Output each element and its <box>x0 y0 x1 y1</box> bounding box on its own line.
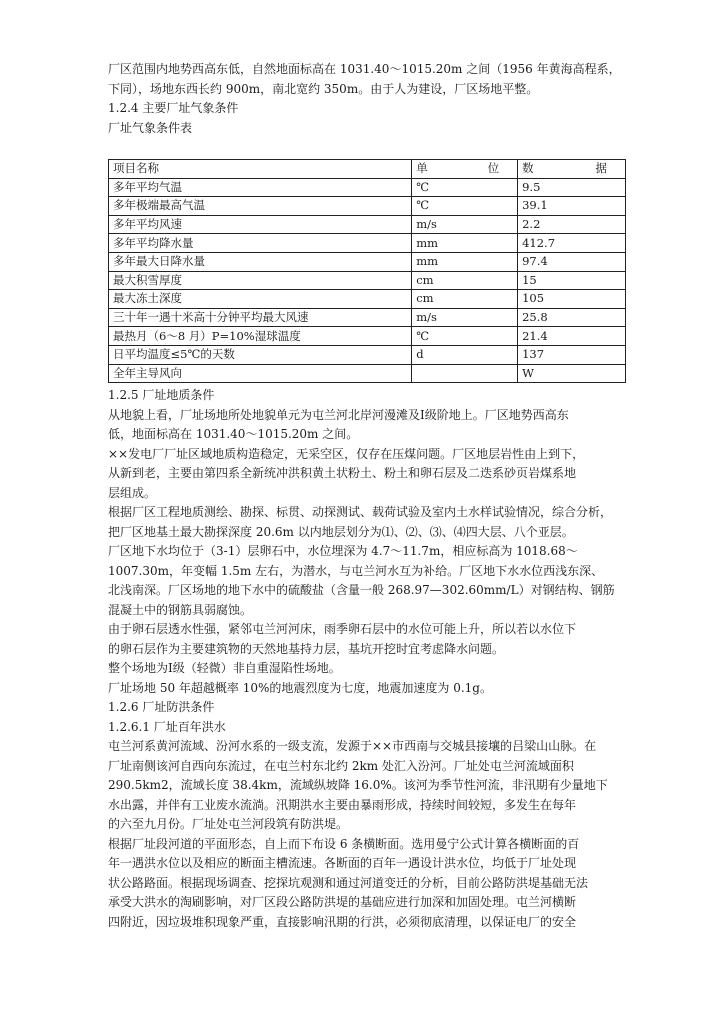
table-row <box>109 364 626 383</box>
subsection-heading-1-2-6-1: 1.2.6.1 厂址百年洪水 <box>108 719 226 734</box>
table-cell-value: W <box>518 364 626 383</box>
table-cell-param-name: 日平均温度≤5℃的天数 <box>109 345 412 364</box>
body-line: 层组成。 <box>108 485 157 500</box>
table-row <box>109 327 626 346</box>
body-line: 承受大洪水的淘刷影响，对厂区段公路防洪堤的基础应进行加深和加固处理。屯兰河横断 <box>108 895 577 910</box>
body-line: 整个场地为Ⅰ级（轻微）非自重湿陷性场地。 <box>108 661 341 676</box>
table-row <box>109 234 626 253</box>
body-line: 由于卵石层透水性强，紧邻屯兰河河床，雨季卵石层中的水位可能上升，所以若以水位下 <box>108 622 577 637</box>
body-line: 根据厂址段河道的平面形态，自上而下布设 6 条横断面。选用曼宁公式计算各横断面的百 <box>108 836 580 851</box>
section-heading-1-2-5: 1.2.5 厂址地质条件 <box>108 388 215 403</box>
table-cell-param-name: 多年平均降水量 <box>109 234 412 253</box>
table-cell-value: 25.8 <box>518 308 626 327</box>
table-cell-unit: cm <box>412 290 518 309</box>
table-row <box>109 197 626 216</box>
body-line: 厂址南侧该河自西向东流过，在屯兰村东北约 2km 处汇入汾河。厂址处屯兰河流域面积 <box>108 758 574 773</box>
table-row <box>109 308 626 327</box>
body-line: 的卵石层作为主要建筑物的天然地基持力层，基坑开挖时宜考虑降水问题。 <box>108 641 505 656</box>
table-row <box>109 271 626 290</box>
body-line: 从新到老，主要由第四系全新统冲洪积黄土状粉土、粉土和卵石层及二迭系砂页岩煤系地 <box>108 466 577 481</box>
table-cell-unit: ℃ <box>412 327 518 346</box>
header-value: 数 据 <box>518 160 626 179</box>
table-caption: 厂址气象条件表 <box>108 120 193 135</box>
table-cell-unit: cm <box>412 271 518 290</box>
table-cell-param-name: 多年平均风速 <box>109 215 412 234</box>
table-cell-unit: m/s <box>412 308 518 327</box>
table-cell-value: 97.4 <box>518 252 626 271</box>
body-line: 的六至九月份。厂址处屯兰河段筑有防洪堤。 <box>108 817 349 832</box>
header-name: 项目名称 <box>109 160 412 179</box>
body-line: 混凝土中的钢筋具弱腐蚀。 <box>108 602 253 617</box>
document-page <box>108 60 626 932</box>
table-row <box>109 290 626 309</box>
body-line: 根据厂区工程地质测绘、勘探、标贯、动探测试、载荷试验及室内土水样试验情况，综合分析， <box>108 505 613 520</box>
table-cell-value: 15 <box>518 271 626 290</box>
body-line: 低，地面标高在 1031.40～1015.20m 之间。 <box>108 427 359 442</box>
table-cell-param-name: 多年极端最高气温 <box>109 197 412 216</box>
table-cell-unit: mm <box>412 234 518 253</box>
table-row <box>109 178 626 197</box>
body-line: 290.5km2，流域长度 38.4km，流域纵坡降 16.0%。该河为季节性河流，非汛期有少量地下 <box>108 778 608 793</box>
intro-line: 厂区范围内地势西高东低，自然地面标高在 1031.40～1015.20m 之间（1956 年黄海高程系， <box>108 62 621 76</box>
body-line: 把厂区地基土最大勘探深度 20.6m 以内地层划分为⑴、⑵、⑶、⑷四大层、八个亚层。 <box>108 524 574 539</box>
table-cell-unit: ℃ <box>412 178 518 197</box>
section-heading-1-2-4: 1.2.4 主要厂址气象条件 <box>108 101 239 115</box>
table-row <box>109 252 626 271</box>
body-line: 从地貌上看，厂址场地所处地貌单元为屯兰河北岸河漫滩及Ⅰ级阶地上。厂区地势西高东 <box>108 407 569 422</box>
header-unit: 单 位 <box>412 160 518 179</box>
table-cell-param-name: 最大积雪厚度 <box>109 271 412 290</box>
table-cell-value: 9.5 <box>518 178 626 197</box>
table-cell-unit: ℃ <box>412 197 518 216</box>
table-cell-value: 137 <box>518 345 626 364</box>
table-cell-param-name: 最热月（6～8 月）P=10%湿球温度 <box>109 327 412 346</box>
body-line: 屯兰河系黄河流域、汾河水系的一级支流，发源于××市西南与交城县接壤的吕梁山山脉。在 <box>108 739 597 754</box>
table-cell-value: 21.4 <box>518 327 626 346</box>
body-line: 1007.30m，年变幅 1.5m 左右，为潜水，与屯兰河水互为补给。厂区地下水水位西浅东深、 <box>108 563 604 578</box>
table-cell-unit: m/s <box>412 215 518 234</box>
body-line: 北浅南深。厂区场地的地下水中的硫酸盐（含量一般 268.97—302.60mm/L）对钢结构、钢筋 <box>108 583 615 598</box>
table-cell-param-name: 全年主导风向 <box>109 364 412 383</box>
table-cell-param-name: 最大冻土深度 <box>109 290 412 309</box>
body-line: 水出露，并伴有工业废水流淌。汛期洪水主要由暴雨形成，持续时间较短，多发生在每年 <box>108 797 577 812</box>
section-heading-1-2-6: 1.2.6 厂址防洪条件 <box>108 700 215 715</box>
table-cell-value: 2.2 <box>518 215 626 234</box>
body-line: 状公路路面。根据现场调查、挖探坑观测和通过河道变迁的分析，目前公路防洪堤基础无法 <box>108 875 589 890</box>
table-cell-value: 39.1 <box>518 197 626 216</box>
table-cell-value: 105 <box>518 290 626 309</box>
table-cell-unit: mm <box>412 252 518 271</box>
body-line: 四附近，因垃圾堆积现象严重，直接影响汛期的行洪，必须彻底清理，以保证电厂的安全 <box>108 914 577 929</box>
body-line: 厂区地下水均位于（3-1）层卵石中，水位埋深为 4.7～11.7m，相应标高为 1018.68～ <box>108 544 578 559</box>
body-line: 厂址场地 50 年超越概率 10%的地震烈度为七度，地震加速度为 0.1g。 <box>108 680 492 695</box>
table-cell-param-name: 三十年一遇十米高十分钟平均最大风速 <box>109 308 412 327</box>
body-line: ××发电厂厂址区域地质构造稳定，无采空区，仅存在压煤问题。厂区地层岩性由上到下， <box>108 446 585 461</box>
table-row <box>109 215 626 234</box>
table-cell-param-name: 多年平均气温 <box>109 178 412 197</box>
table-header-row <box>109 160 626 179</box>
table-cell-value: 412.7 <box>518 234 626 253</box>
body-line: 年一遇洪水位以及相应的断面主槽流速。各断面的百年一遇设计洪水位，均低于厂址处现 <box>108 856 577 871</box>
table-cell-unit <box>412 364 518 383</box>
climate-table <box>108 159 626 383</box>
table-row <box>109 345 626 364</box>
table-cell-param-name: 多年最大日降水量 <box>109 252 412 271</box>
intro-line: 下同），场地东西长约 900m，南北宽约 350m。由于人为建设，厂区场地平整。 <box>108 81 539 96</box>
table-cell-unit: d <box>412 345 518 364</box>
